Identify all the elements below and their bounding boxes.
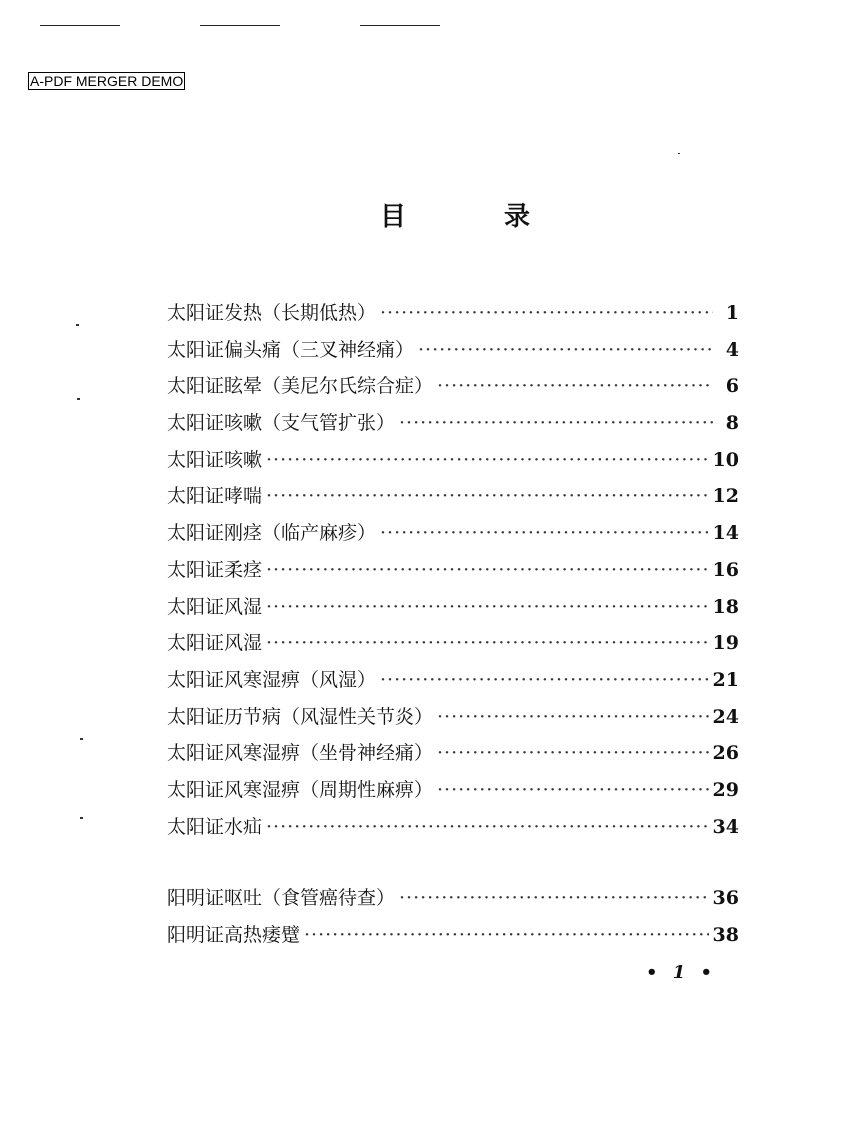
toc-entry[interactable] xyxy=(167,518,739,555)
dot-leader xyxy=(380,669,709,691)
toc-entry[interactable] xyxy=(167,920,739,957)
toc-entry[interactable] xyxy=(167,408,739,445)
toc-entry-page: 16 xyxy=(712,558,739,581)
footer-dot-right: • xyxy=(700,962,712,983)
toc-entry[interactable] xyxy=(167,298,739,335)
scan-speck xyxy=(76,324,79,326)
scan-speck xyxy=(678,153,680,154)
dot-leader xyxy=(437,375,713,397)
toc-entry-page: 6 xyxy=(725,375,739,398)
dot-leader xyxy=(399,412,713,434)
toc-entry-title: 太阳证风寒湿痹（周期性麻痹） xyxy=(167,778,434,801)
dot-leader xyxy=(266,449,709,471)
dot-leader xyxy=(418,339,713,361)
toc-entry[interactable] xyxy=(167,738,739,775)
toc-entry-title: 太阳证眩晕（美尼尔氏综合症） xyxy=(167,375,434,398)
toc-entry-title: 太阳证历节病（风湿性关节炎） xyxy=(167,705,434,728)
top-rule-3 xyxy=(360,25,440,26)
dot-leader xyxy=(266,485,709,507)
scan-speck xyxy=(77,398,80,400)
toc-entry[interactable] xyxy=(167,335,739,372)
title-char-left: 目 xyxy=(380,202,407,232)
toc-entry-page: 1 xyxy=(725,302,739,324)
table-of-contents xyxy=(167,298,739,957)
toc-entry[interactable] xyxy=(167,592,739,629)
toc-entry-title: 太阳证刚痉（临产麻疹） xyxy=(167,522,377,545)
top-rule-1 xyxy=(40,25,120,26)
toc-entry-page: 12 xyxy=(712,485,739,508)
toc-entry[interactable] xyxy=(167,702,739,739)
page-footer xyxy=(646,962,712,983)
toc-section-taiyang xyxy=(167,298,739,848)
toc-entry[interactable] xyxy=(167,883,739,920)
toc-entry-title: 阳明证高热痿躄 xyxy=(167,924,301,946)
toc-entry-page: 8 xyxy=(725,412,739,435)
footer-dot-left: • xyxy=(646,962,658,983)
dot-leader xyxy=(266,559,709,581)
dot-leader xyxy=(437,742,709,764)
toc-entry[interactable] xyxy=(167,555,739,592)
dot-leader xyxy=(437,779,709,801)
footer-page-number: 1 xyxy=(672,962,686,983)
toc-entry-page: 4 xyxy=(725,338,739,361)
toc-entry[interactable] xyxy=(167,628,739,665)
page-title xyxy=(380,196,530,233)
dot-leader xyxy=(266,632,709,654)
toc-entry[interactable] xyxy=(167,371,739,408)
dot-leader xyxy=(437,706,709,728)
toc-entry-title: 太阳证偏头痛（三叉神经痛） xyxy=(167,338,415,361)
toc-entry-page: 10 xyxy=(712,448,739,471)
toc-entry-title: 太阳证风湿 xyxy=(167,595,263,618)
toc-entry-page: 24 xyxy=(712,705,739,728)
toc-entry-title: 太阳证哮喘 xyxy=(167,485,263,508)
toc-entry-page: 19 xyxy=(712,632,739,655)
toc-entry[interactable] xyxy=(167,665,739,702)
title-char-right: 录 xyxy=(503,202,530,232)
toc-entry-title: 太阳证咳嗽（支气管扩张） xyxy=(167,412,396,435)
toc-entry-title: 太阳证风湿 xyxy=(167,632,263,655)
dot-leader xyxy=(304,924,709,946)
watermark-label: A-PDF MERGER DEMO xyxy=(30,73,184,89)
section-gap xyxy=(167,848,739,883)
toc-entry[interactable] xyxy=(167,775,739,812)
toc-entry-page: 29 xyxy=(712,778,739,801)
dot-leader xyxy=(380,522,709,544)
toc-entry-title: 太阳证水疝 xyxy=(167,815,263,838)
toc-section-yangming xyxy=(167,883,739,956)
toc-entry[interactable] xyxy=(167,812,739,849)
toc-entry-title: 太阳证发热（长期低热） xyxy=(167,302,377,324)
dot-leader xyxy=(380,302,713,324)
toc-entry-page: 34 xyxy=(712,815,739,838)
toc-entry-title: 太阳证柔痉 xyxy=(167,558,263,581)
top-rule-2 xyxy=(200,25,280,26)
toc-entry-page: 14 xyxy=(712,522,739,545)
toc-entry-title: 太阳证风寒湿痹（风湿） xyxy=(167,668,377,691)
dot-leader xyxy=(266,596,709,618)
dot-leader xyxy=(399,887,709,909)
toc-entry-page: 36 xyxy=(712,887,739,910)
toc-entry-page: 38 xyxy=(712,924,739,946)
toc-entry-page: 26 xyxy=(712,742,739,765)
toc-entry-title: 太阳证风寒湿痹（坐骨神经痛） xyxy=(167,742,434,765)
toc-entry-page: 18 xyxy=(712,595,739,618)
toc-entry-page: 21 xyxy=(712,668,739,691)
scan-speck xyxy=(80,817,83,819)
toc-entry[interactable] xyxy=(167,481,739,518)
toc-entry-title: 太阳证咳嗽 xyxy=(167,448,263,471)
toc-entry-title: 阳明证呕吐（食管癌待查） xyxy=(167,887,396,910)
dot-leader xyxy=(266,816,709,838)
scan-speck xyxy=(80,738,83,740)
toc-entry[interactable] xyxy=(167,445,739,482)
